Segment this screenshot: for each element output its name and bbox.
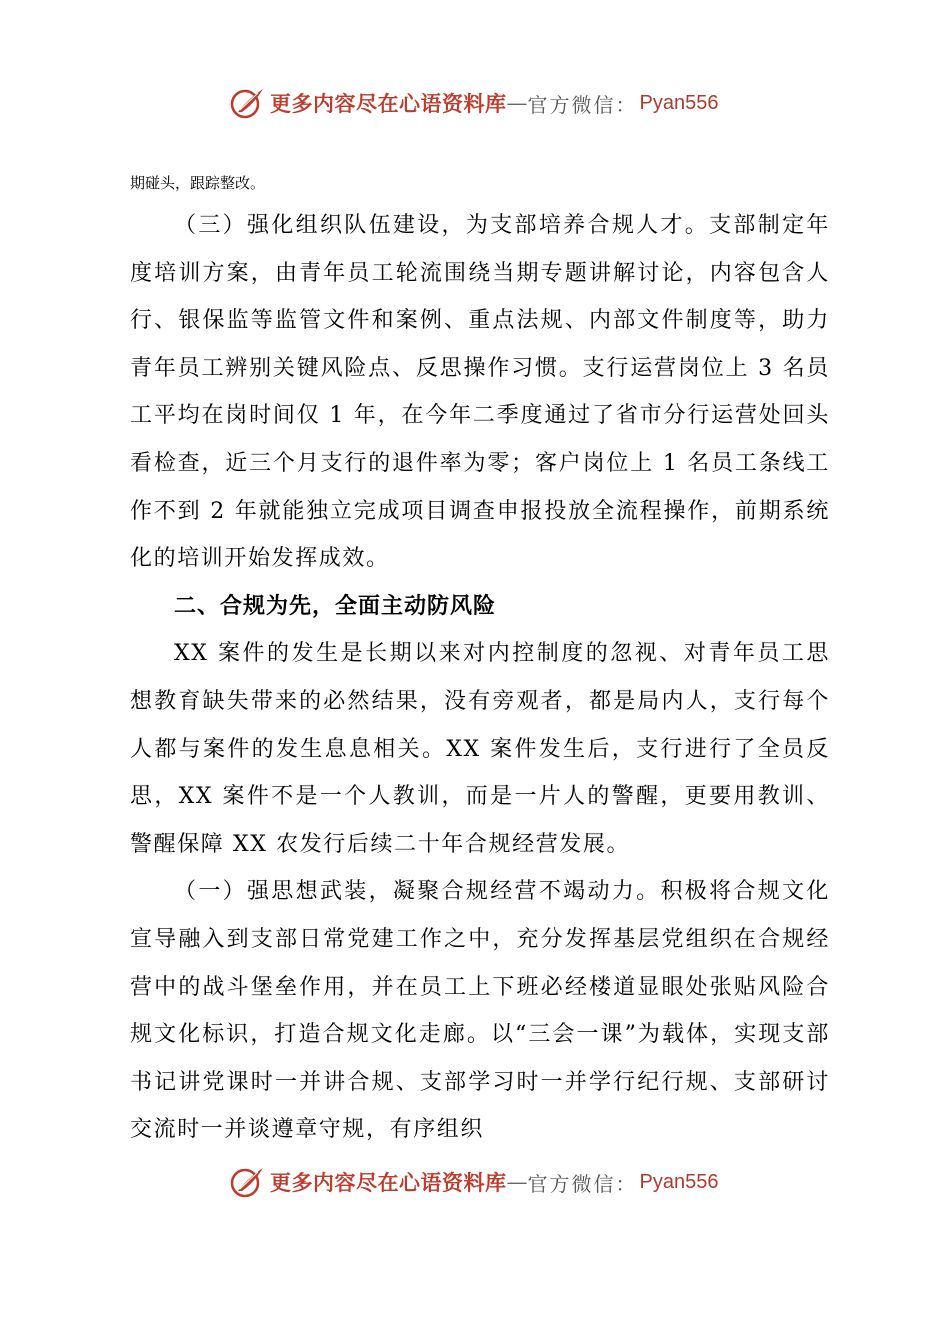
paragraph: XX 案件的发生是长期以来对内控制度的忽视、对青年员工思想教育缺失带来的必然结果，没有旁观者，都是局内人，支行每个人都与案件的发生息息相关。XX 案件发生后，支行进行了全员反思，XX 案件不是一个人教训，而是一片人的警醒，更要用教训、警醒保障 XX 农发行后续二十年合规经营发展。 [130,641,830,857]
document-body [130,170,830,1154]
banner-wechat-id: Pyan556 [639,91,719,114]
banner-sub-text: 官方微信： [527,92,638,117]
banner-main-text: 更多内容尽在心语资料库 [270,1170,507,1195]
banner-separator: — [506,91,528,115]
quill-logo-icon [228,85,266,121]
banner-separator: — [506,1170,528,1194]
banner-sub-text: 官方微信： [527,1171,638,1196]
paragraph: （一）强思想武装，凝聚合规经营不竭动力。积极将合规文化宣导融入到支部日常党建工作之中，充分发挥基层党组织在合规经营中的战斗堡垒作用，并在员工上下班必经楼道显眼处张贴风险合规文化标识，打造合规文化走廊。以“三会一课”为载体，实现支部书记讲党课时一并讲合规、支部学习时一并学行纪行规、支部研讨交流时一并谈遵章守规，有序组织 [130,879,830,1143]
quill-logo-icon [228,1164,266,1200]
paragraph-fragment: 期碰头，跟踪整改。 [130,174,266,192]
paragraph: （三）强化组织队伍建设，为支部培养合规人才。支部制定年度培训方案，由青年员工轮流围绕当期专题讲解讨论，内容包含人行、银保监等监管文件和案例、重点法规、内部文件制度等，助力青年员工辨别关键风险点、反思操作习惯。支行运营岗位上 3 名员工平均在岗时间仅 1 年，在今年二季度通过了省市分行运营处回头看检查，近三个月支行的退件率为零；客户岗位上 1 名员工条线工作不到 2 年就能独立完成项目调查申报投放全流程操作，前期系统化的培训开始发挥成效。 [130,213,830,572]
section-heading: 二、合规为先，全面主动防风险 [174,593,497,619]
footer-banner [228,1164,748,1200]
banner-main-text: 更多内容尽在心语资料库 [270,91,507,116]
header-banner [228,85,748,121]
banner-wechat-id: Pyan556 [639,1170,719,1193]
